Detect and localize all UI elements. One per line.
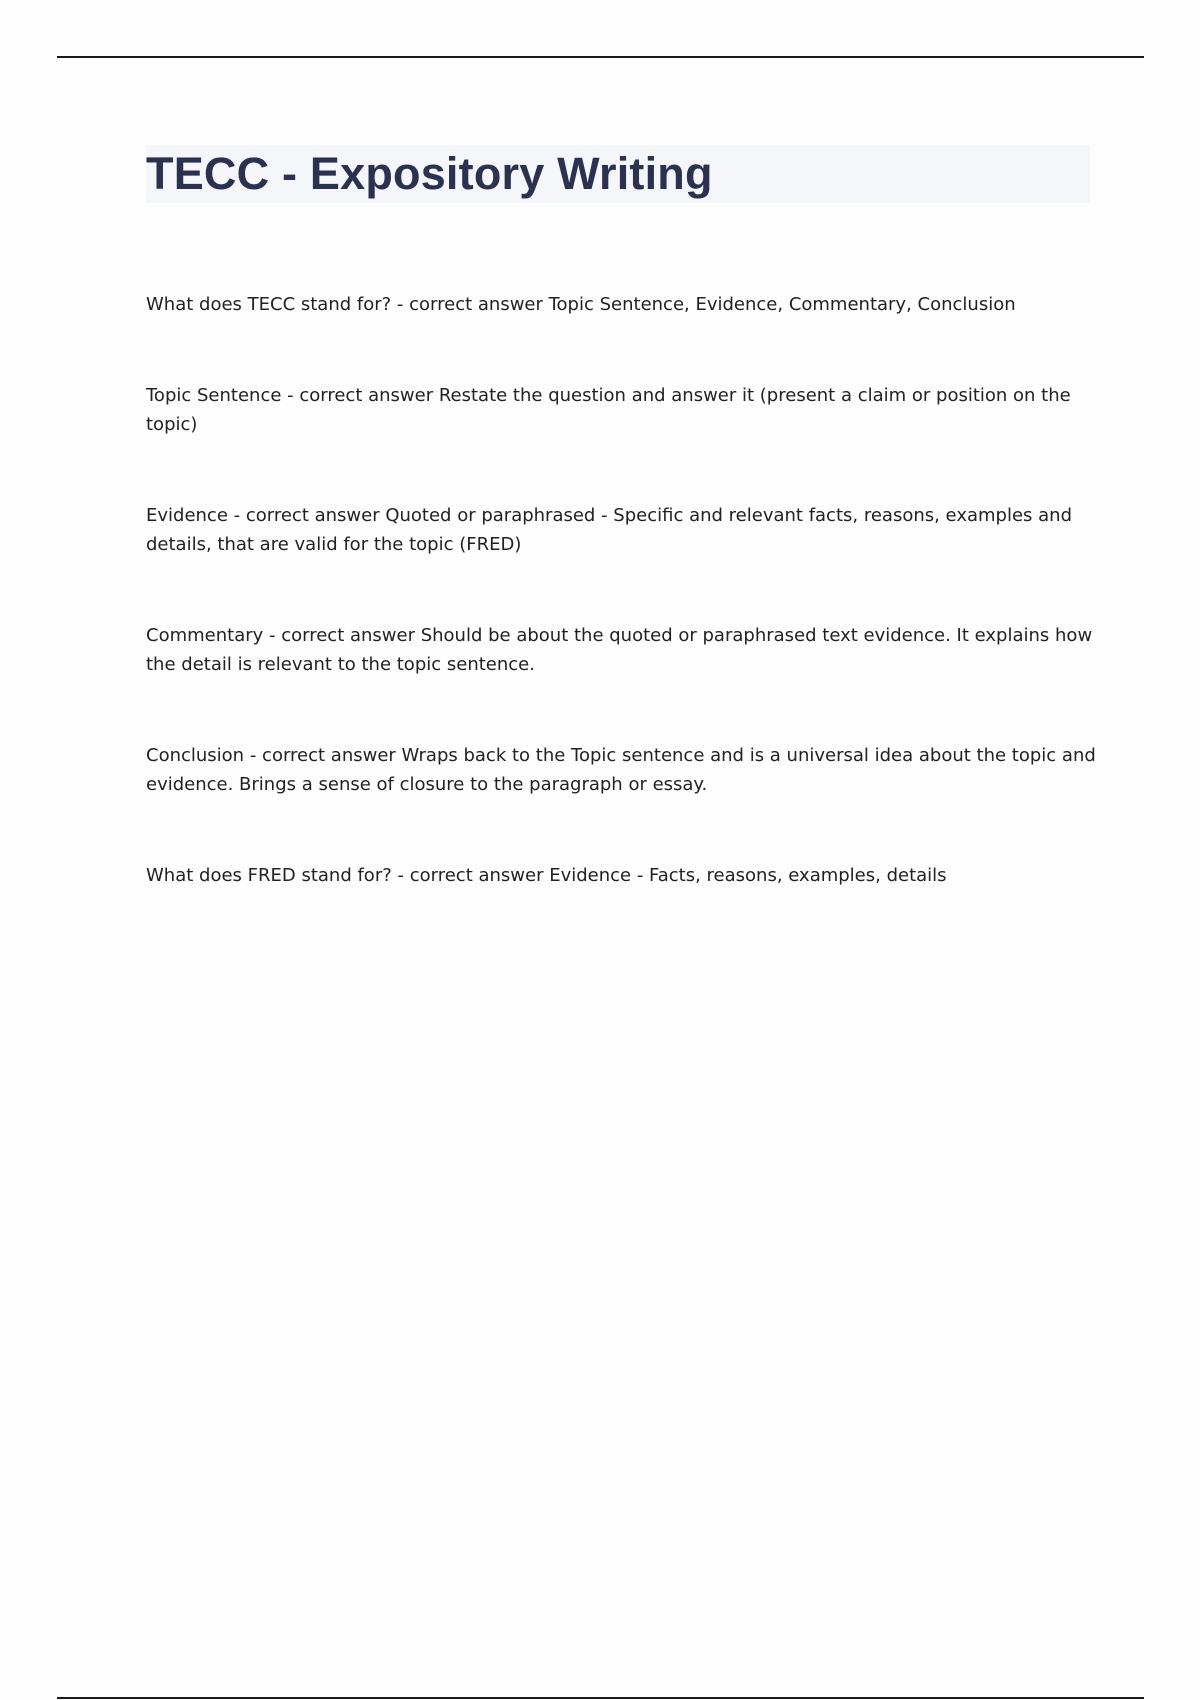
qa-item: [146, 381, 1096, 439]
qa-term: Evidence: [146, 505, 228, 526]
top-rule: [57, 56, 1144, 58]
qa-item: [146, 290, 1016, 319]
qa-item: [146, 741, 1096, 799]
answer-marker: - correct answer: [244, 745, 402, 766]
qa-answer: Topic Sentence, Evidence, Commentary, Conclusion: [548, 294, 1016, 315]
qa-answer: Restate the question and answer it (present a claim or position on the topic): [146, 385, 1071, 435]
qa-answer: Should be about the quoted or paraphrased text evidence. It explains how the detail is relevant to the topic sentence.: [146, 625, 1093, 675]
page-title: TECC - Expository Writing: [146, 148, 713, 199]
answer-marker: - correct answer: [391, 294, 549, 315]
qa-term: What does TECC stand for?: [146, 294, 392, 315]
qa-item: [146, 861, 947, 890]
qa-item: [146, 621, 1096, 679]
answer-marker: - correct answer: [263, 625, 421, 646]
bottom-rule: [57, 1697, 1144, 1699]
qa-answer: Evidence - Facts, reasons, examples, details: [549, 865, 947, 886]
qa-answer: Wraps back to the Topic sentence and is a universal idea about the topic and evidence. Brings a sense of closure to the paragraph or essay.: [146, 745, 1096, 795]
answer-marker: - correct answer: [281, 385, 439, 406]
qa-term: Conclusion: [146, 745, 245, 766]
answer-marker: - correct answer: [391, 865, 550, 886]
qa-term: Commentary: [146, 625, 264, 646]
qa-term: Topic Sentence: [146, 385, 282, 406]
answer-marker: - correct answer: [227, 505, 386, 526]
qa-term: What does FRED stand for?: [146, 865, 392, 886]
qa-item: [146, 501, 1096, 559]
qa-answer: Quoted or paraphrased - Specific and relevant facts, reasons, examples and details, that are valid for the topic (FRED): [146, 505, 1072, 555]
